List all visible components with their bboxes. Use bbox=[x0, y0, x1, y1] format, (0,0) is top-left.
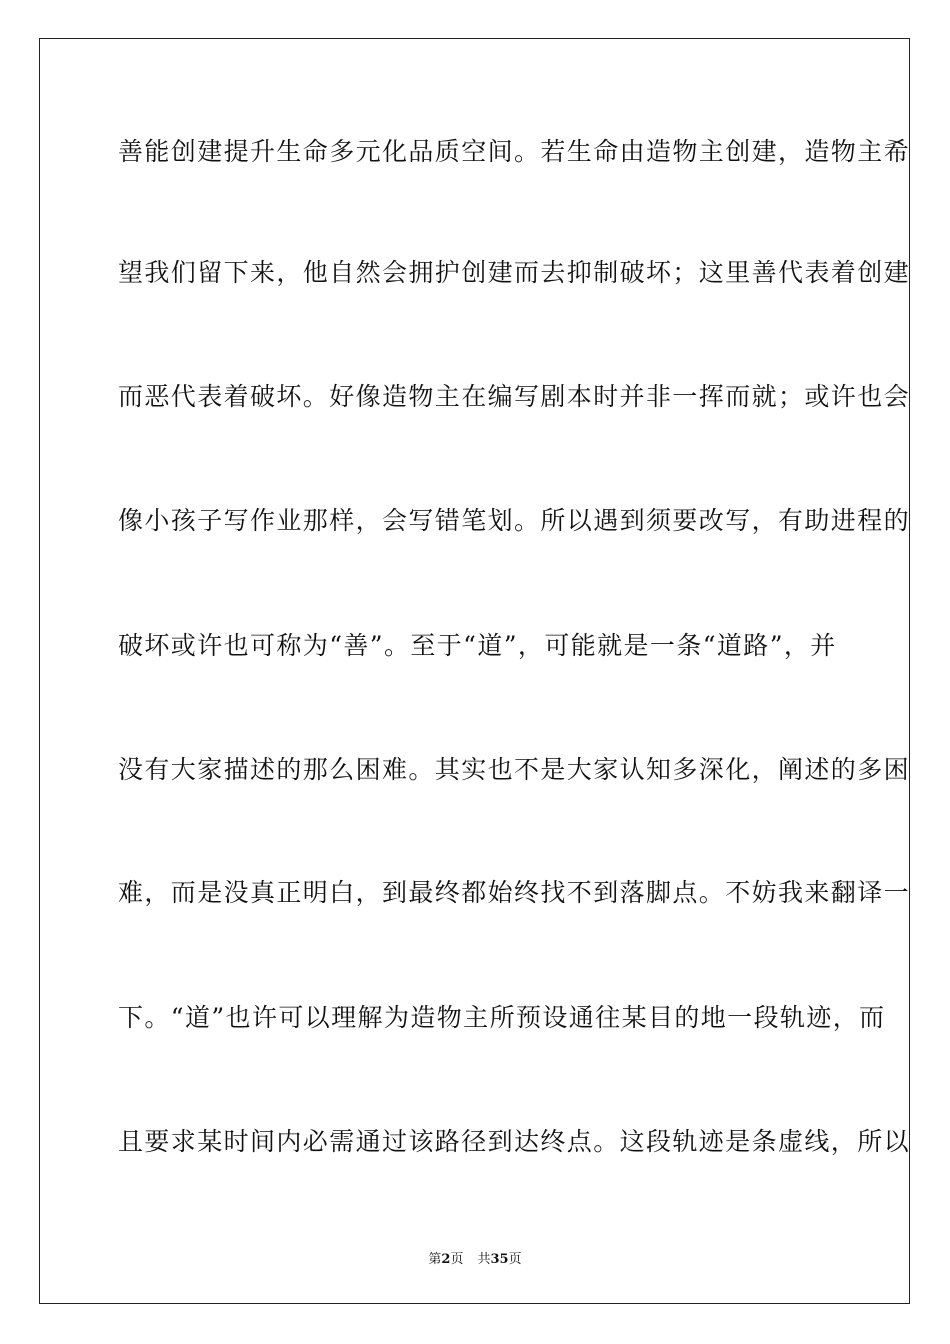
page-prefix: 第 bbox=[428, 1252, 442, 1267]
text-line: 破坏或许也可称为“善”。至于“道”，可能就是一条“道路”，并 bbox=[118, 631, 837, 660]
page-footer bbox=[0, 1248, 950, 1267]
text-line: 善能创建提升生命多元化品质空间。若生命由造物主创建，造物主希 bbox=[118, 137, 911, 166]
page-border bbox=[39, 38, 910, 1304]
text-line: 下。“道”也许可以理解为造物主所预设通往某目的地一段轨迹，而 bbox=[118, 1003, 886, 1032]
page-suffix: 页 bbox=[450, 1252, 464, 1267]
text-line: 像小孩子写作业那样，会写错笔划。所以遇到须要改写，有助进程的 bbox=[118, 506, 911, 535]
total-pages: 35 bbox=[490, 1252, 509, 1267]
text-line: 且要求某时间内必需通过该路径到达终点。这段轨迹是条虚线，所以 bbox=[118, 1127, 911, 1156]
text-line: 难，而是没真正明白，到最终都始终找不到落脚点。不妨我来翻译一 bbox=[118, 878, 911, 907]
text-line: 而恶代表着破坏。好像造物主在编写剧本时并非一挥而就；或许也会 bbox=[118, 382, 911, 411]
text-line: 没有大家描述的那么困难。其实也不是大家认知多深化，阐述的多困 bbox=[118, 755, 911, 784]
text-line: 望我们留下来，他自然会拥护创建而去抑制破坏；这里善代表着创建 bbox=[118, 258, 911, 287]
total-prefix: 共 bbox=[477, 1252, 491, 1267]
page-number: 2 bbox=[441, 1252, 451, 1267]
total-suffix: 页 bbox=[508, 1252, 522, 1267]
